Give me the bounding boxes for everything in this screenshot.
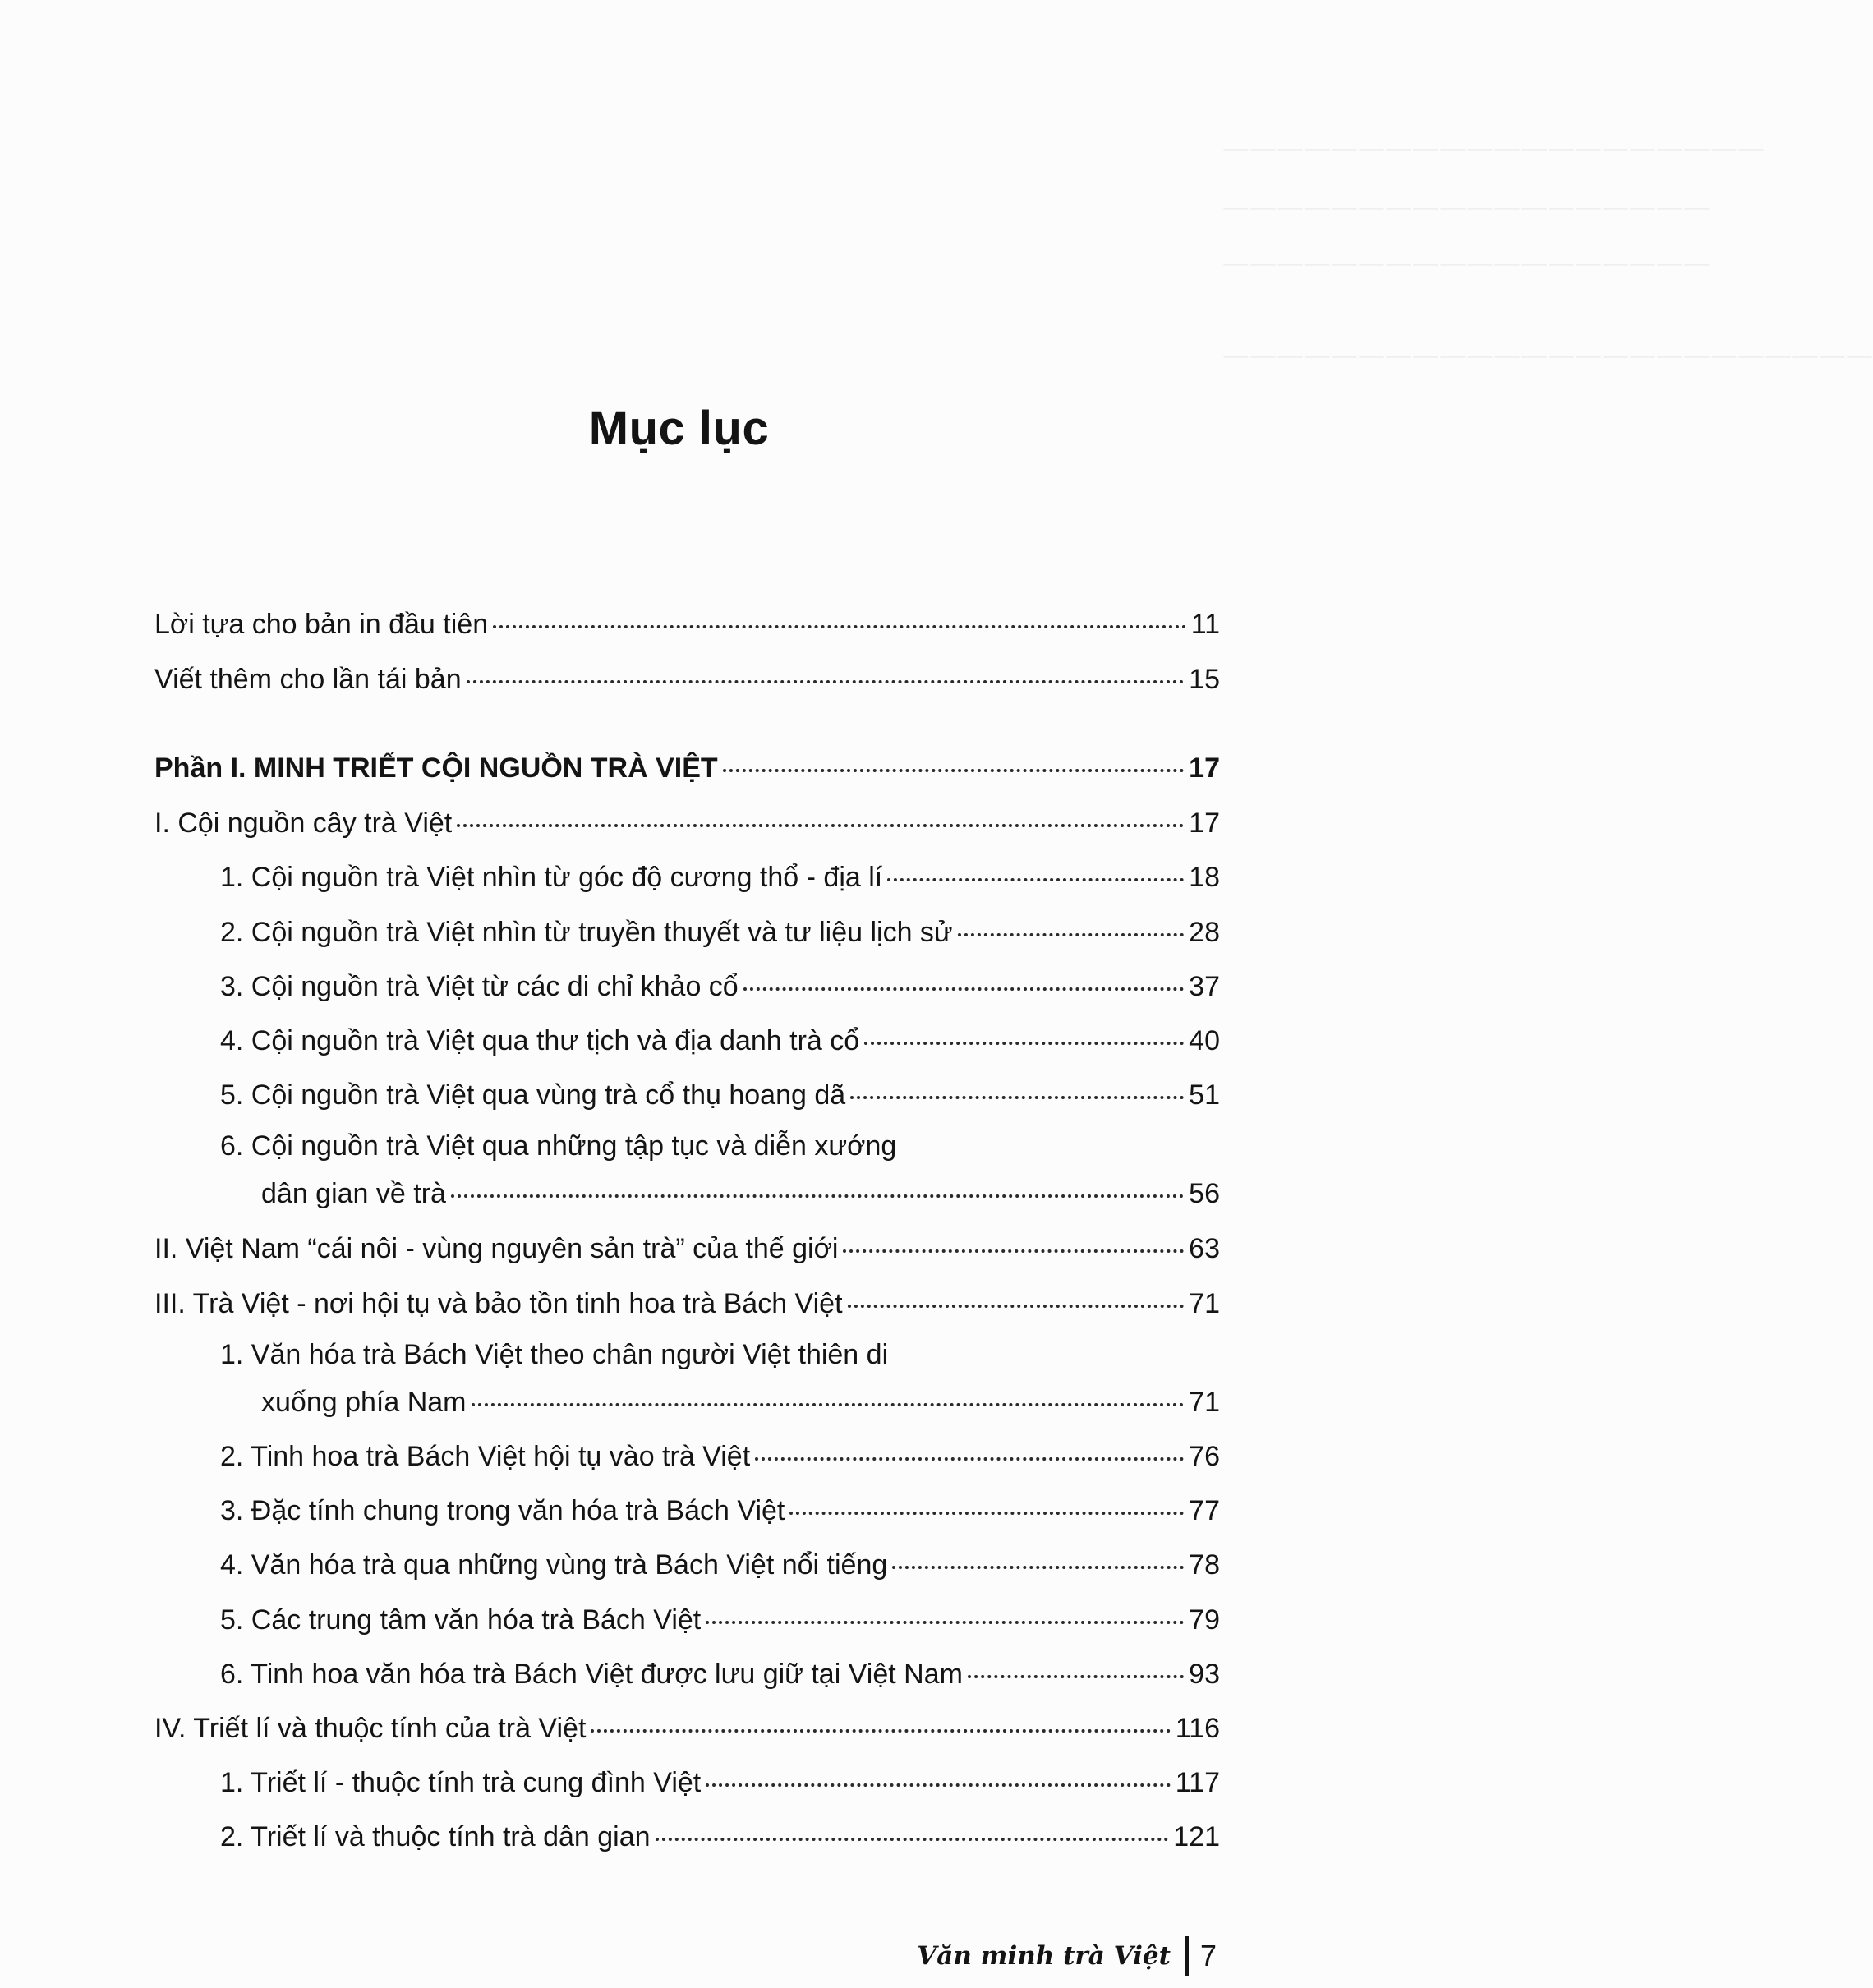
dot-leader bbox=[743, 987, 1184, 991]
toc-entry-label: 1. Cội nguồn trà Việt nhìn từ góc độ cương thổ - địa lí bbox=[220, 862, 883, 893]
toc-entry-section-2[interactable] bbox=[154, 1231, 1220, 1266]
toc-entry-section-1-2[interactable] bbox=[220, 915, 1220, 950]
toc-entry-label: IV. Triết lí và thuộc tính của trà Việt bbox=[154, 1713, 587, 1744]
toc-entry-section-1-5[interactable] bbox=[220, 1078, 1220, 1112]
show-through-line: ———————————————————————— bbox=[1222, 338, 1873, 370]
toc-entry-section-4-1[interactable] bbox=[220, 1765, 1220, 1800]
toc-entry-page: 15 bbox=[1189, 664, 1220, 695]
toc-entry-label-line1: 1. Văn hóa trà Bách Việt theo chân người Việt thiên di bbox=[220, 1339, 889, 1370]
toc-entry-page: 78 bbox=[1189, 1549, 1220, 1581]
show-through-line: ———————————————————— bbox=[1222, 131, 1765, 163]
toc-entry-section-3-4[interactable] bbox=[220, 1548, 1220, 1582]
show-through-line: —————————————————— bbox=[1222, 191, 1710, 223]
toc-entry-label: 1. Triết lí - thuộc tính trà cung đình Việt bbox=[220, 1767, 702, 1798]
dot-leader bbox=[457, 824, 1184, 827]
dot-leader bbox=[755, 1457, 1184, 1461]
dot-leader bbox=[493, 625, 1186, 628]
page-footer bbox=[917, 1936, 1217, 1976]
toc-entry-section-1-1[interactable] bbox=[220, 860, 1220, 895]
dot-leader bbox=[958, 933, 1184, 936]
footer-book-title: Văn minh trà Việt bbox=[917, 1941, 1171, 1971]
toc-entry-label: 3. Cội nguồn trà Việt từ các di chỉ khảo cổ bbox=[220, 971, 739, 1002]
dot-leader bbox=[467, 680, 1185, 683]
toc-entry-section-3[interactable] bbox=[154, 1286, 1220, 1321]
toc-entry-page: 17 bbox=[1189, 808, 1220, 839]
toc-entry-page: 116 bbox=[1175, 1713, 1220, 1744]
dot-leader bbox=[706, 1783, 1171, 1787]
toc-entry-label: 2. Tinh hoa trà Bách Việt hội tụ vào trà Việt bbox=[220, 1441, 751, 1472]
footer-divider bbox=[1185, 1936, 1189, 1976]
dot-leader bbox=[451, 1194, 1184, 1198]
toc-entry-page: 76 bbox=[1189, 1441, 1220, 1472]
toc-entry-label: 5. Cội nguồn trà Việt qua vùng trà cổ thụ hoang dã bbox=[220, 1079, 846, 1111]
dot-leader bbox=[591, 1729, 1170, 1733]
toc-entry-page: 18 bbox=[1189, 862, 1220, 893]
dot-leader bbox=[887, 878, 1184, 881]
toc-entry-page: 117 bbox=[1175, 1767, 1220, 1798]
dot-leader bbox=[789, 1512, 1184, 1515]
toc-entry-page: 79 bbox=[1189, 1604, 1220, 1636]
toc-entry-page: 121 bbox=[1173, 1821, 1220, 1852]
toc-entry-section-3-1[interactable] bbox=[261, 1385, 1220, 1420]
toc-entry-section-1-3[interactable] bbox=[220, 969, 1220, 1004]
dot-leader bbox=[968, 1675, 1184, 1678]
toc-entry-section-4[interactable] bbox=[154, 1711, 1220, 1746]
toc-entry-section-1[interactable] bbox=[154, 806, 1220, 840]
toc-entry-page: 37 bbox=[1189, 971, 1220, 1002]
toc-entry-label: Lời tựa cho bản in đầu tiên bbox=[154, 609, 489, 640]
toc-entry-section-4-2[interactable] bbox=[220, 1820, 1220, 1854]
toc-entry-label-line1: 6. Cội nguồn trà Việt qua những tập tục và diễn xướng bbox=[220, 1130, 897, 1162]
toc-entry-label: xuống phía Nam bbox=[261, 1387, 467, 1418]
toc-entry-section-3-6[interactable] bbox=[220, 1657, 1220, 1691]
page-title: Mục lục bbox=[588, 401, 770, 455]
dot-leader bbox=[850, 1096, 1184, 1099]
toc-entry-page: 40 bbox=[1189, 1025, 1220, 1056]
toc-entry-page: 51 bbox=[1189, 1079, 1220, 1111]
footer-page-number: 7 bbox=[1199, 1939, 1217, 1972]
toc-entry-label: III. Trà Việt - nơi hội tụ và bảo tồn tinh hoa trà Bách Việt bbox=[154, 1288, 843, 1319]
toc-entry-page: 77 bbox=[1189, 1495, 1220, 1526]
toc-entry-section-3-3[interactable] bbox=[220, 1493, 1220, 1528]
toc-entry-page: 28 bbox=[1189, 917, 1220, 948]
toc-entry-page: 63 bbox=[1189, 1233, 1220, 1264]
toc-entry-page: 56 bbox=[1189, 1178, 1220, 1209]
toc-entry-label: 6. Tinh hoa văn hóa trà Bách Việt được lưu giữ tại Việt Nam bbox=[220, 1659, 963, 1690]
toc-entry-page: 11 bbox=[1190, 609, 1220, 640]
toc-entry-label: 2. Cội nguồn trà Việt nhìn từ truyền thuyết và tư liệu lịch sử bbox=[220, 917, 953, 948]
toc-entry-label: 4. Văn hóa trà qua những vùng trà Bách Việt nổi tiếng bbox=[220, 1549, 888, 1581]
toc-entry-label: 4. Cội nguồn trà Việt qua thư tịch và địa danh trà cổ bbox=[220, 1025, 860, 1056]
dot-leader bbox=[723, 769, 1184, 772]
toc-entry-section-3-2[interactable] bbox=[220, 1439, 1220, 1474]
toc-entry-label: II. Việt Nam “cái nôi - vùng nguyên sản trà” của thế giới bbox=[154, 1233, 839, 1264]
toc-entry-label: 5. Các trung tâm văn hóa trà Bách Việt bbox=[220, 1604, 702, 1636]
dot-leader bbox=[472, 1403, 1185, 1406]
toc-entry-label: I. Cội nguồn cây trà Việt bbox=[154, 808, 453, 839]
dot-leader bbox=[656, 1838, 1169, 1841]
toc-entry-section-3-5[interactable] bbox=[220, 1603, 1220, 1637]
toc-entry-section-1-4[interactable] bbox=[220, 1024, 1220, 1058]
toc-entry-page: 71 bbox=[1189, 1288, 1220, 1319]
toc-entry-label: Phần I. MINH TRIẾT CỘI NGUỒN TRÀ VIỆT bbox=[154, 752, 718, 784]
toc-entry-label: Viết thêm cho lần tái bản bbox=[154, 664, 462, 695]
dot-leader bbox=[848, 1305, 1185, 1308]
toc-entry-reprint-note[interactable] bbox=[154, 662, 1220, 697]
toc-entry-label: 3. Đặc tính chung trong văn hóa trà Bách Việt bbox=[220, 1495, 785, 1526]
toc-entry-label: dân gian về trà bbox=[261, 1178, 446, 1209]
show-through-line: —————————————————— bbox=[1222, 246, 1710, 278]
dot-leader bbox=[892, 1566, 1184, 1569]
toc-entry-preface[interactable] bbox=[154, 607, 1220, 642]
dot-leader bbox=[843, 1249, 1184, 1253]
toc-entry-page: 71 bbox=[1189, 1387, 1220, 1418]
toc-entry-page: 17 bbox=[1189, 752, 1220, 784]
dot-leader bbox=[706, 1621, 1184, 1624]
toc-entry-part-1[interactable] bbox=[154, 751, 1220, 785]
toc-entry-section-1-6[interactable] bbox=[261, 1176, 1220, 1211]
dot-leader bbox=[864, 1042, 1184, 1045]
toc-entry-label: 2. Triết lí và thuộc tính trà dân gian bbox=[220, 1821, 651, 1852]
toc-entry-page: 93 bbox=[1189, 1659, 1220, 1690]
